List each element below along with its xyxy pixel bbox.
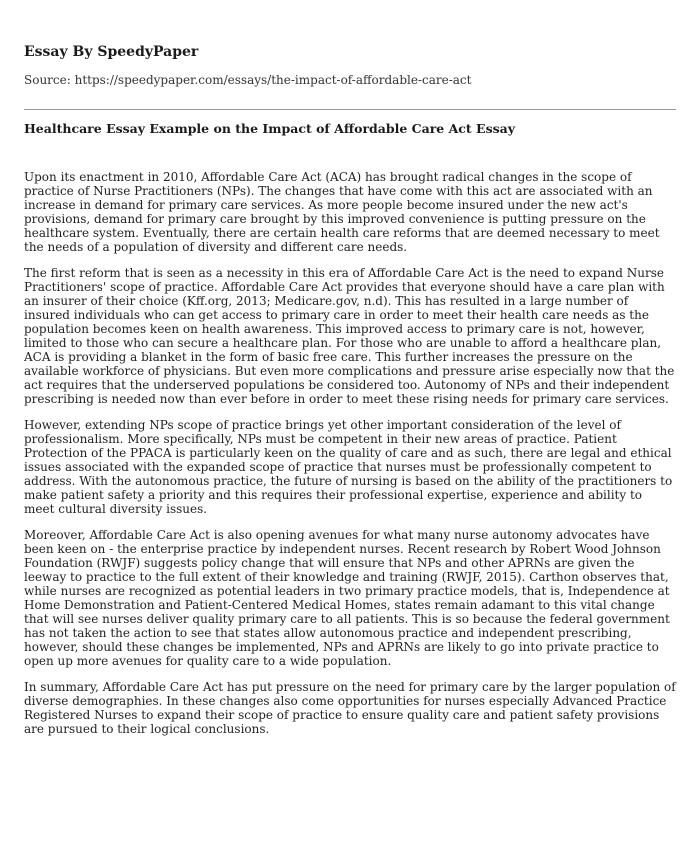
essay-title: Healthcare Essay Example on the Impact of Affordable Care Act Essay (24, 121, 516, 136)
essay-body (24, 170, 676, 748)
paragraph: In summary, Affordable Care Act has put pressure on the need for primary care by the larger population of diverse demographies. In these changes also come opportunities for nurses especially Advanced Practice Registered Nurses to expand their scope of practice to ensure quality care and patient safety provisions are pursued to their logical conclusions. (24, 680, 676, 736)
paragraph: Upon its enactment in 2010, Affordable Care Act (ACA) has brought radical changes in the scope of practice of Nurse Practitioners (NPs). The changes that have come with this act are associated with an increase in demand for primary care services. As more people become insured under the new act's provisions, demand for primary care brought by this improved convenience is putting pressure on the healthcare system. Eventually, there are certain health care reforms that are deemed necessary to meet the needs of a population of diversity and different care needs. (24, 170, 660, 254)
paragraph: Moreover, Affordable Care Act is also opening avenues for what many nurse autonomy advocates have been keen on - the enterprise practice by independent nurses. Recent research by Robert Wood Johnson Foundation (RWJF) suggests policy change that will ensure that NPs and other APRNs are given the leeway to practice to the full extent of their knowledge and training (RWJF, 2015). Carthon observes that, while nurses are recognized as potential leaders in two primary practice models, that is, Independence at Home Demonstration and Patient-Centered Medical Homes, states remain adamant to this vital change that will see nurses deliver quality primary care to all patients. This is so because the federal government has not taken the action to see that states allow autonomous practice and independent prescribing, however, should these changes be implemented, NPs and APRNs are likely to go into private practice to open up more avenues for quality care to a wide population. (24, 528, 670, 668)
paragraph: The first reform that is seen as a necessity in this era of Affordable Care Act is the need to expand Nurse Practitioners' scope of practice. Affordable Care Act provides that everyone should have a care plan with an insurer of their choice (Kff.org, 2013; Medicare.gov, n.d). This has resulted in a large number of insured individuals who can get access to primary care in order to meet their health care needs as the population becomes keen on health awareness. This improved access to primary care is not, however, limited to those who can secure a healthcare plan. For those who are unable to afford a healthcare plan, ACA is providing a blanket in the form of basic free care. This further increases the pressure on the available workforce of physicians. But even more complications and pressure arise especially now that the act requires that the underserved populations be considered too. Autonomy of NPs and their independent prescribing is needed now than ever before in order to meet these rising needs for primary care services. (24, 266, 675, 406)
header-divider (24, 109, 676, 110)
source-url: Source: https://speedypaper.com/essays/the-impact-of-affordable-care-act (24, 73, 472, 87)
paragraph: However, extending NPs scope of practice brings yet other important consideration of the level of professionalism. More specifically, NPs must be competent in their new areas of practice. Patient Protection of the PPACA is particularly keen on the quality of care and as such, there are legal and ethical issues associated with the expanded scope of practice that nurses must be professionally competent to address. With the autonomous practice, the future of nursing is based on the ability of the practitioners to make patient safety a priority and this requires their professional expertise, experience and ability to meet cultural diversity issues. (24, 418, 673, 516)
brand-title: Essay By SpeedyPaper (24, 44, 199, 60)
